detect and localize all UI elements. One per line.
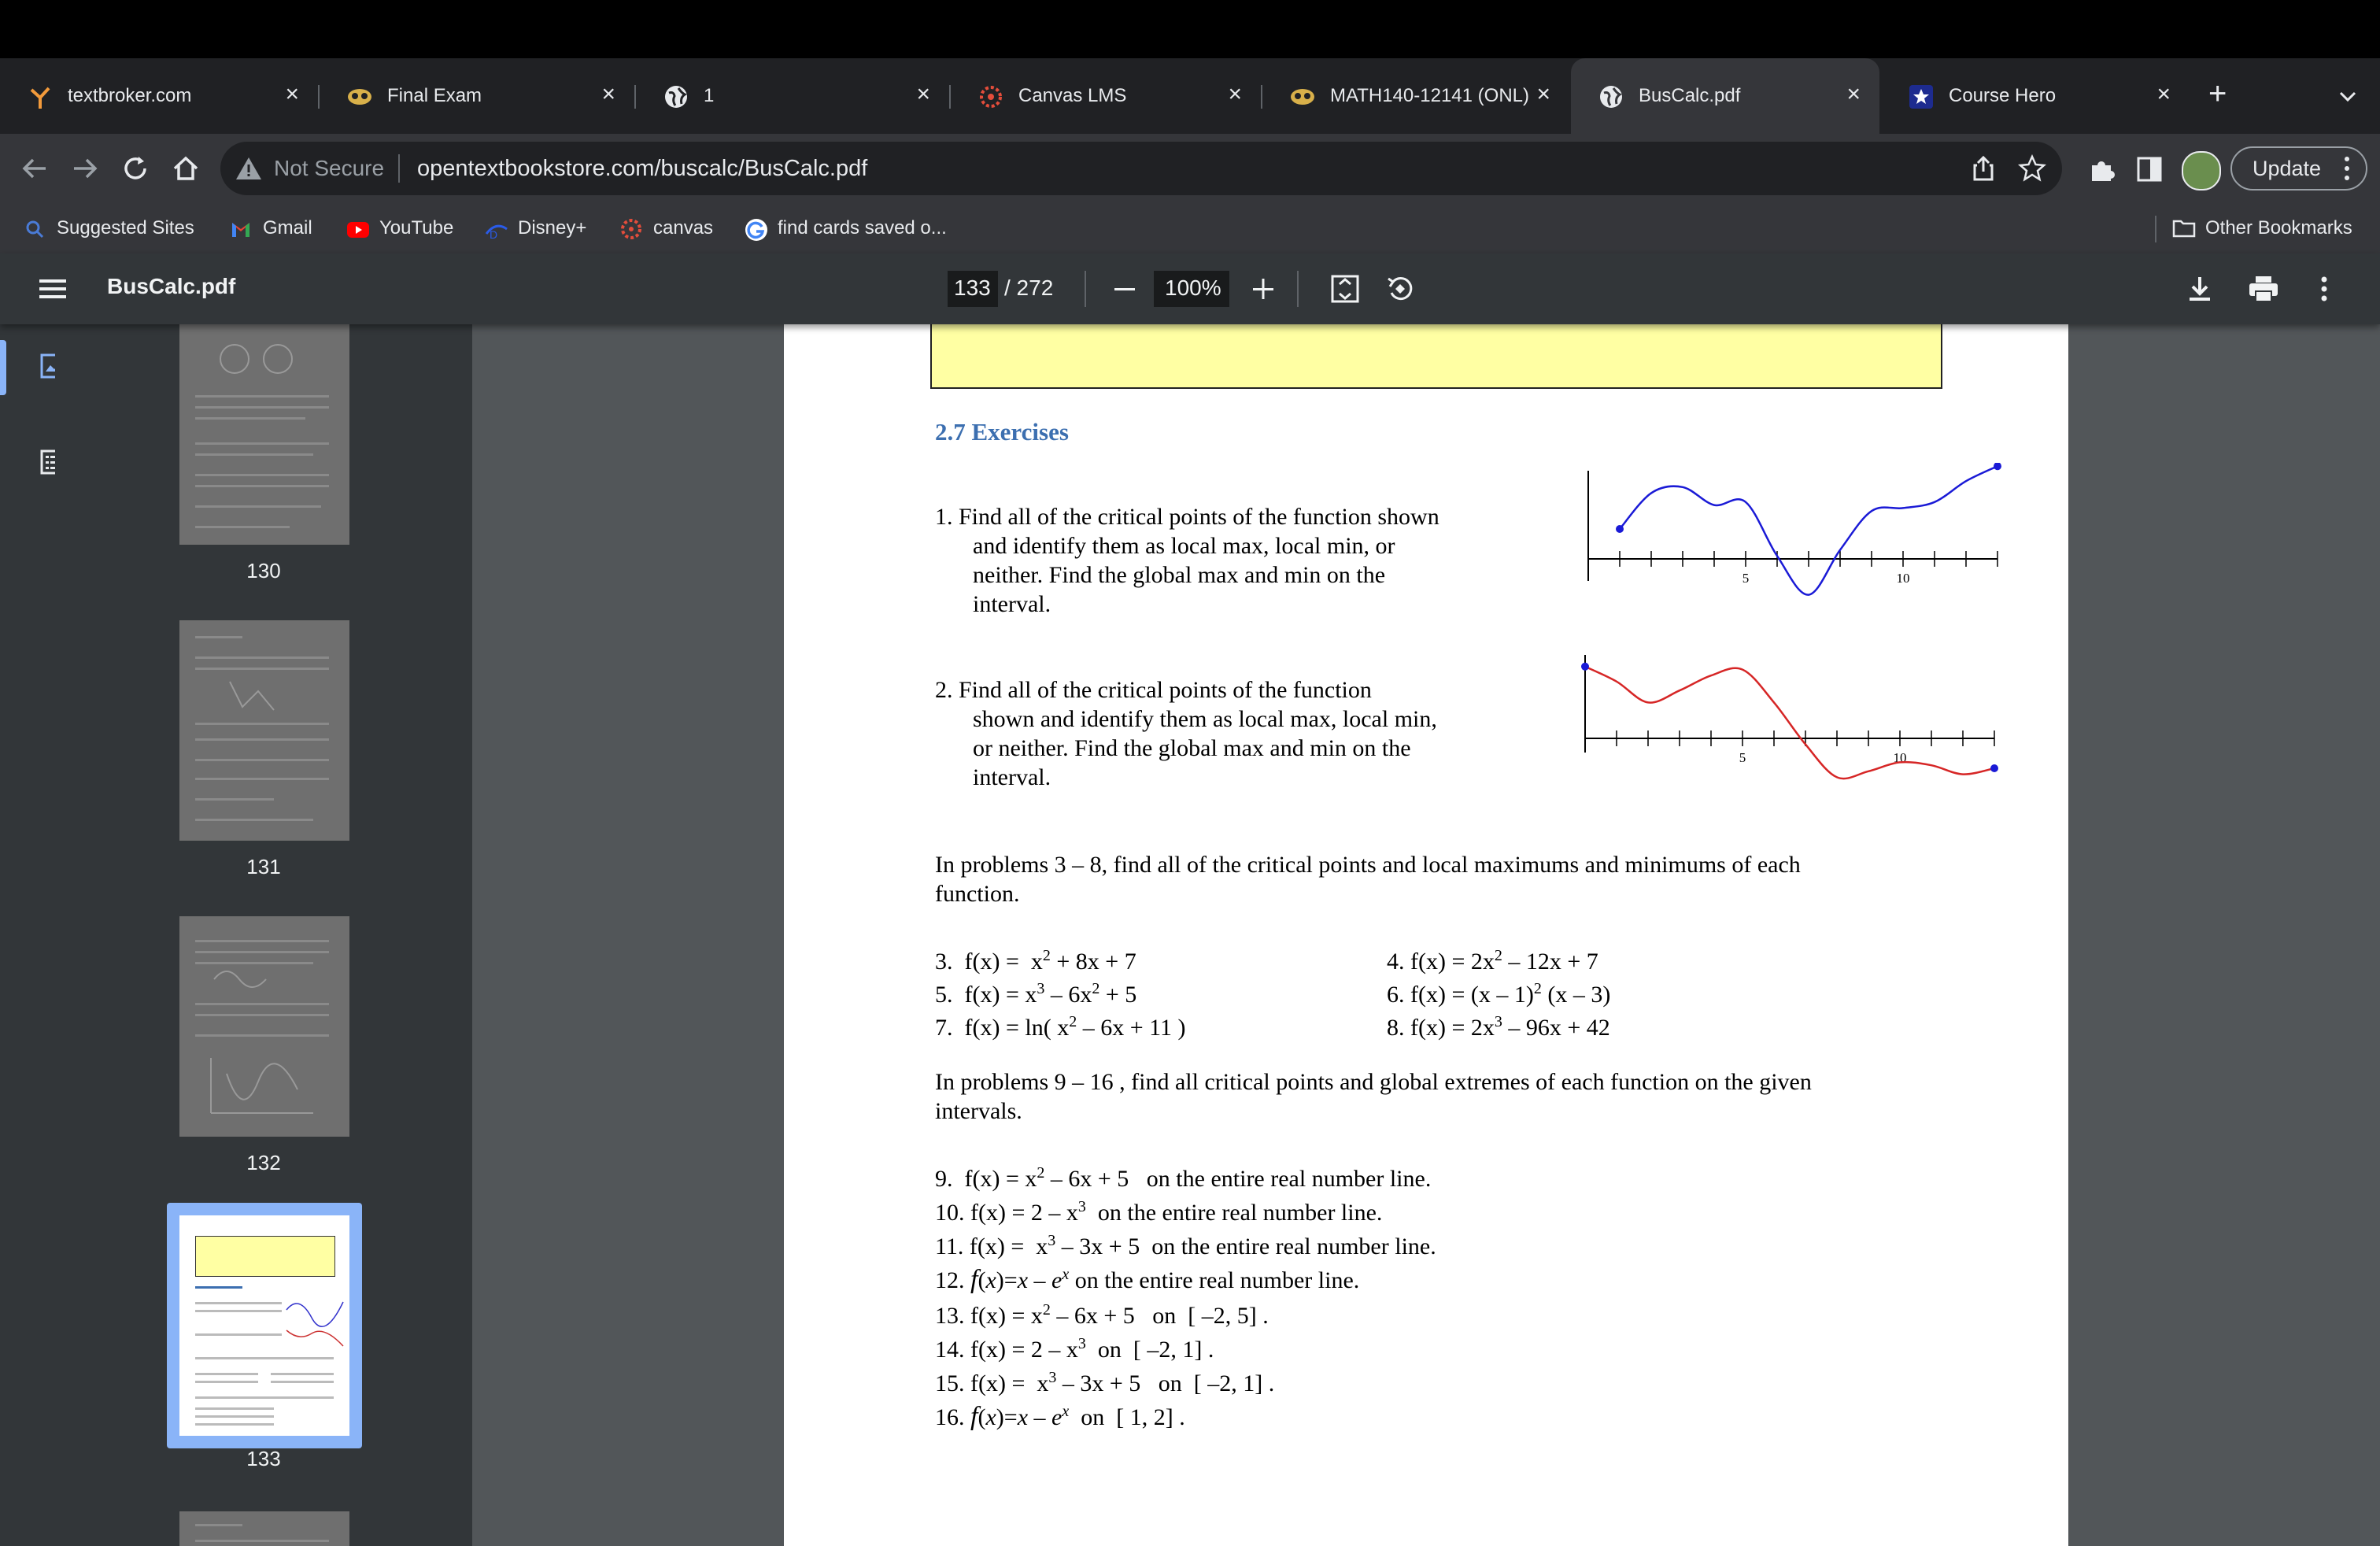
tab-buscalc[interactable] [1571,58,1879,134]
address-divider [398,154,400,183]
tab-title: BusCalc.pdf [1639,85,1741,106]
bookmark-find-cards[interactable] [745,214,947,242]
bookmark-suggested-sites[interactable] [24,214,194,242]
svg-text:D: D [490,227,498,240]
problem-4: 4. $f(x) = 2x^2 - 12x + 7$ [1387,947,1598,975]
problem-9: 9. $f(x) = x^2 - 6x + 5$ on the entire real number line. [935,1164,1432,1192]
bookmark-youtube[interactable] [346,214,453,242]
close-icon[interactable]: × [601,81,615,107]
owl-icon [1289,83,1316,110]
owl-icon [346,83,373,110]
problem-11: 11. $f(x) = x^3 - 3x + 5$ on the entire real number line. [935,1232,1436,1259]
tab-canvas-lms[interactable] [951,58,1261,134]
bookmark-label: canvas [653,217,714,239]
zoom-in-icon[interactable] [1250,276,1277,306]
warning-icon[interactable] [235,154,263,187]
page-current: 133 [954,276,991,300]
more-vert-icon[interactable] [2319,272,2330,309]
google-icon [745,218,767,240]
extensions-icon[interactable] [2087,154,2117,188]
toolbar-divider [1297,271,1299,307]
back-icon[interactable] [19,153,50,191]
search-icon [24,218,46,240]
x-tick-label: 5 [1739,750,1746,765]
bookmark-label: Disney+ [518,217,587,239]
rotate-icon[interactable] [1385,274,1415,308]
tab-final-exam[interactable] [320,58,634,134]
tab-title: 1 [704,85,715,106]
tab-strip [0,58,2380,134]
bookmark-label: Other Bookmarks [2205,217,2352,239]
graph-1 [1571,463,2012,655]
sidebar-rail [0,324,55,1546]
tab-title: MATH140-12141 (ONL) [1330,85,1529,106]
zoom-input[interactable] [1154,271,1229,307]
instructions-9-16: In problems 9 – 16 , find all critical points and global extremes of each function on the given [935,1069,1812,1095]
menu-icon[interactable] [38,274,68,308]
problem-1-line: interval. [973,591,1051,617]
problem-5: 5. $f(x) = x^3 - 6x^2 + 5$ [935,980,1137,1008]
page-total: / 272 [1004,276,1054,300]
note-box [930,324,1942,389]
problem-8: 8. $f(x) = 2x^3 - 96x + 42$ [1387,1013,1610,1041]
canvas-icon [620,218,642,240]
page-thumbnail[interactable] [179,916,349,1137]
disney-icon [485,218,507,240]
bookmark-label: find cards saved o... [778,217,947,239]
problem-7: 7. f(x) = ln( $x^2 - 6x + 11$ ) [935,1013,1186,1041]
x-tick-label: 10 [1893,750,1907,765]
tab-1[interactable] [636,58,949,134]
problem-2-line: interval. [973,764,1051,790]
update-label: Update [2252,157,2322,180]
close-icon[interactable]: × [285,81,299,107]
problem-3: 3. $f(x) = x^2 + 8x + 7$ [935,947,1136,975]
bookmarks-bar [0,205,2380,254]
bookmarks-divider [2155,216,2156,242]
tab-title: Course Hero [1949,85,2057,106]
new-tab-button[interactable]: + [2208,76,2227,111]
browser-toolbar [0,134,2380,205]
forward-icon[interactable] [69,153,101,191]
endpoint-dot [1990,764,1998,772]
bookmark-label: Gmail [263,217,312,239]
toolbar-divider [1085,271,1086,307]
fit-page-icon[interactable] [1330,274,1360,308]
security-label[interactable]: Not Secure [274,156,385,180]
page-thumbnail[interactable] [179,324,349,545]
bookmark-disney[interactable] [485,214,586,242]
page-thumbnail[interactable] [179,1511,349,1546]
tab-math140[interactable] [1262,58,1569,134]
problem-13: 13. $f(x) = x^2 - 6x + 5$ on [ –2, 5] . [935,1301,1269,1329]
canvas-icon [978,83,1004,110]
active-indicator [0,340,6,395]
close-icon[interactable]: × [1536,81,1550,107]
download-icon[interactable] [2185,274,2215,308]
problem-1-line: and identify them as local max, local min, or [973,533,1395,559]
problem-10: 10. $f(x) = 2 - x^3$ on the entire real number line. [935,1198,1383,1226]
bookmark-canvas[interactable] [620,214,713,242]
bookmark-other[interactable] [2172,214,2352,242]
pdf-viewer[interactable] [472,324,2380,1546]
page-number-input[interactable] [948,271,998,307]
address-bar[interactable] [220,142,2062,195]
url-text[interactable]: opentextbookstore.com/buscalc/BusCalc.pdf [417,156,868,181]
problem-6: 6. f(x) = (x – 1)$^2$ (x – 3) [1387,980,1611,1008]
problem-1-line: neither. Find the global max and min on the [973,562,1386,588]
page-thumbnail-selected[interactable] [179,1215,349,1436]
thumbnail-page-number: 131 [246,855,281,878]
update-button[interactable] [2230,146,2367,190]
thumbnail-page-number: 130 [246,559,281,583]
endpoint-dot [1581,663,1589,671]
reload-icon[interactable] [120,153,151,191]
instructions-9-16: intervals. [935,1098,1022,1124]
pdf-toolbar [0,253,2380,324]
instructions-3-8: function. [935,881,1020,907]
side-panel-icon[interactable] [2136,156,2163,187]
globe-icon [663,83,689,110]
endpoint-dot [1994,463,2001,470]
close-icon[interactable]: × [1846,81,1861,107]
zoom-out-icon[interactable] [1111,276,1138,306]
problem-1-line: 1. Find all of the critical points of the function shown [935,504,1439,530]
home-icon[interactable] [170,153,201,191]
zoom-value: 100% [1165,276,1221,300]
textbroker-icon [27,83,54,110]
thumbnail-page-number: 132 [246,1151,281,1174]
avatar[interactable] [2182,151,2221,190]
bookmark-label: Suggested Sites [57,217,194,239]
x-tick-label: 5 [1742,571,1750,586]
section-title: 2.7 Exercises [935,418,1069,446]
graph-2 [1571,650,2012,823]
problem-16: 16. $f(x)=x - e^x$ on [ 1, 2] . [935,1402,1185,1431]
tab-title: Canvas LMS [1018,85,1127,106]
bookmark-label: YouTube [379,217,454,239]
close-icon[interactable]: × [1228,81,1242,107]
tab-textbroker[interactable] [0,58,318,134]
close-icon[interactable]: × [2156,81,2171,107]
gmail-icon [230,218,252,240]
tab-title: textbroker.com [68,85,192,106]
page-thumbnail[interactable] [179,620,349,841]
globe-icon [1598,83,1624,110]
tab-search-chevron-icon[interactable] [2336,85,2360,113]
x-tick-label: 10 [1896,571,1910,586]
instructions-3-8: In problems 3 – 8, find all of the critical points and local maximums and minimums of each [935,852,1801,878]
problem-15: 15. $f(x) = x^3 - 3x + 5$ on [ –2, 1] . [935,1369,1275,1396]
function-curve [1585,667,1994,779]
function-curve [1620,466,1998,594]
problem-12: 12. $f(x)=x - e^x$ on the entire real number line. [935,1265,1360,1294]
bookmark-star-icon[interactable] [2018,154,2046,187]
tab-course-hero[interactable] [1881,58,2190,134]
tab-title: Final Exam [387,85,482,106]
endpoint-dot [1616,525,1624,533]
bookmark-gmail[interactable] [230,214,312,242]
pdf-filename: BusCalc.pdf [107,274,236,298]
thumbnail-panel [55,324,472,1546]
problem-14: 14. $f(x) = 2 - x^3$ on [ –2, 1] . [935,1335,1214,1363]
more-vert-icon [2342,153,2352,188]
close-icon[interactable]: × [916,81,930,107]
print-icon[interactable] [2248,274,2279,308]
thumbnail-page-number: 133 [246,1447,281,1470]
share-icon[interactable] [1969,154,1998,187]
youtube-icon [346,218,368,240]
star-icon [1908,83,1935,110]
folder-icon [2172,218,2194,240]
problem-2-line: or neither. Find the global max and min on the [973,735,1411,761]
problem-2-line: shown and identify them as local max, local min, [973,706,1437,732]
pdf-page [784,324,2068,1546]
problem-2-line: 2. Find all of the critical points of the function [935,677,1372,703]
